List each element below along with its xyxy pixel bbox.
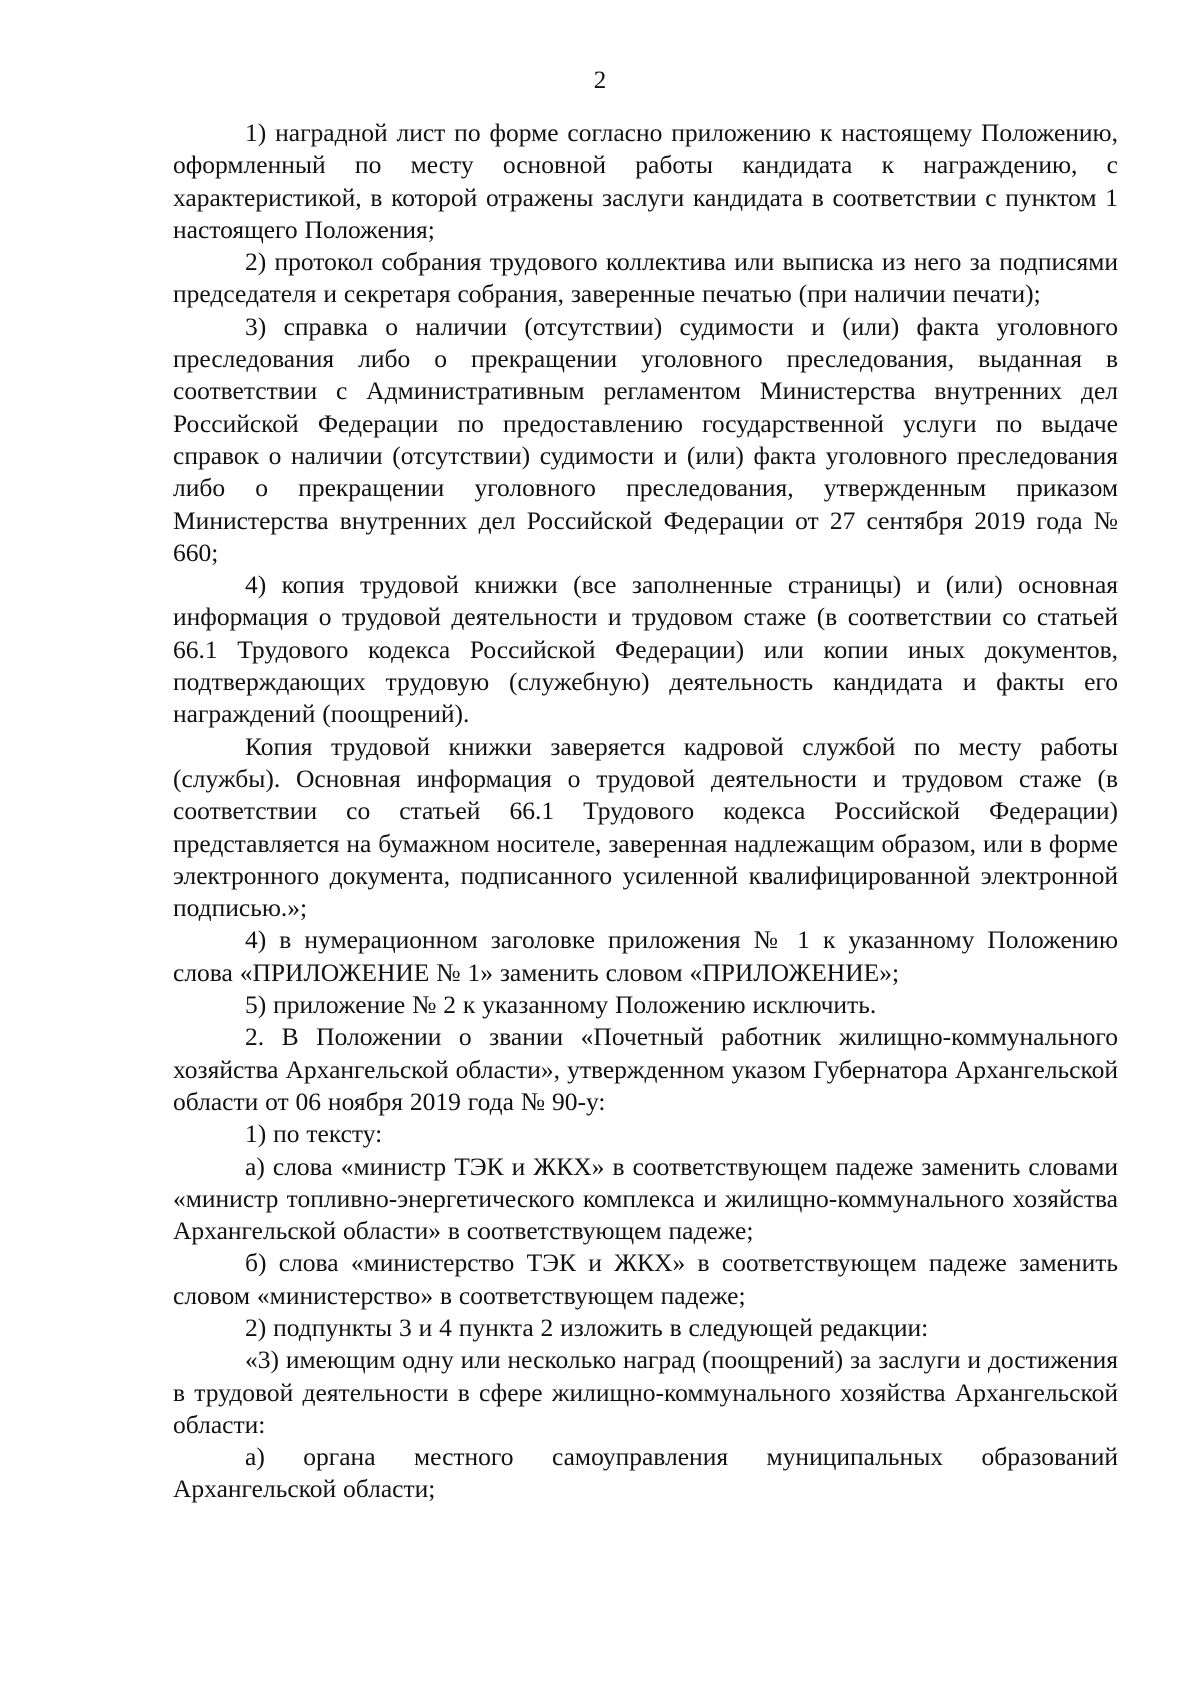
paragraph-subitems-3-4: 2) подпункты 3 и 4 пункта 2 изложить в следующей редакции: (245, 1312, 929, 1342)
page-number: 2 (593, 67, 607, 94)
paragraph-section-2: 2. В Положении о звании «Почетный работник жилищно-коммунального хозяйства Архангельской области», утвержденном указом Губернатора Архангельской области от 06 ноября 2019 года № 90-у: (173, 1022, 1118, 1116)
paragraph-item-2: 2) протокол собрания трудового коллектива или выписка из него за подписями председателя и секретаря собрания, заверенные печатью (при наличии печати); (173, 247, 1118, 309)
paragraph-subitem-b: б) слова «министерство ТЭК и ЖКХ» в соответствующем падеже заменить словом «министерство» в соответствующем падеже; (173, 1248, 1118, 1310)
paragraph-new-item-3: «3) имеющим одну или несколько наград (поощрений) за заслуги и достижения в трудовой деятельности в сфере жилищно-коммунального хозяйства Архангельской области: (173, 1345, 1118, 1439)
paragraph-labor-book-note: Копия трудовой книжки заверяется кадровой службой по месту работы (службы). Основная информация о трудовой деятельности и трудовом стаже (в соответствии со статьей 66.1 Трудового кодекса Российской Федерации) представляется на бумажном носителе, заверенная надлежащим образом, или в форме электронного документа, подписанного усиленной квалифицированной электронной подписью.»; (173, 731, 1118, 923)
paragraph-new-subitem-a: а) органа местного самоуправления муниципальных образований Архангельской области; (173, 1442, 1118, 1504)
paragraph-amendment-5: 5) приложение № 2 к указанному Положению исключить. (245, 990, 877, 1020)
paragraph-amendment-4: 4) в нумерационном заголовке приложения № 1 к указанному Положению слова «ПРИЛОЖЕНИЕ № 1» заменить словом «ПРИЛОЖЕНИЕ»; (173, 925, 1118, 987)
document-body (173, 117, 1118, 1506)
paragraph-by-text: 1) по тексту: (245, 1119, 383, 1149)
paragraph-item-4: 4) копия трудовой книжки (все заполненные страницы) и (или) основная информация о трудовой деятельности и трудовом стаже (в соответствии со статьей 66.1 Трудового кодекса Российской Федерации) или копии иных документов, подтверждающих трудовую (служебную) деятельность кандидата и факты его награждений (поощрений). (173, 570, 1118, 729)
paragraph-item-3: 3) справка о наличии (отсутствии) судимости и (или) факта уголовного преследования либо о прекращении уголовного преследования, выданная в соответствии с Административным регламентом Министерства внутренних дел Российской Федерации по предоставлению государственной услуги по выдаче справок о наличии (отсутствии) судимости и (или) факта уголовного преследования либо о прекращении уголовного преследования, утвержденным приказом Министерства внутренних дел Российской Федерации от 27 сентября 2019 года № 660; (173, 311, 1118, 567)
paragraph-subitem-a: а) слова «министр ТЭК и ЖКХ» в соответствующем падеже заменить словами «министр топливно-энергетического комплекса и жилищно-коммунального хозяйства Архангельской области» в соответствующем падеже; (173, 1151, 1118, 1246)
paragraph-item-1: 1) наградной лист по форме согласно приложению к настоящему Положению, оформленный по месту основной работы кандидата к награждению, с характеристикой, в которой отражены заслуги кандидата в соответствии с пунктом 1 настоящего Положения; (173, 118, 1118, 244)
